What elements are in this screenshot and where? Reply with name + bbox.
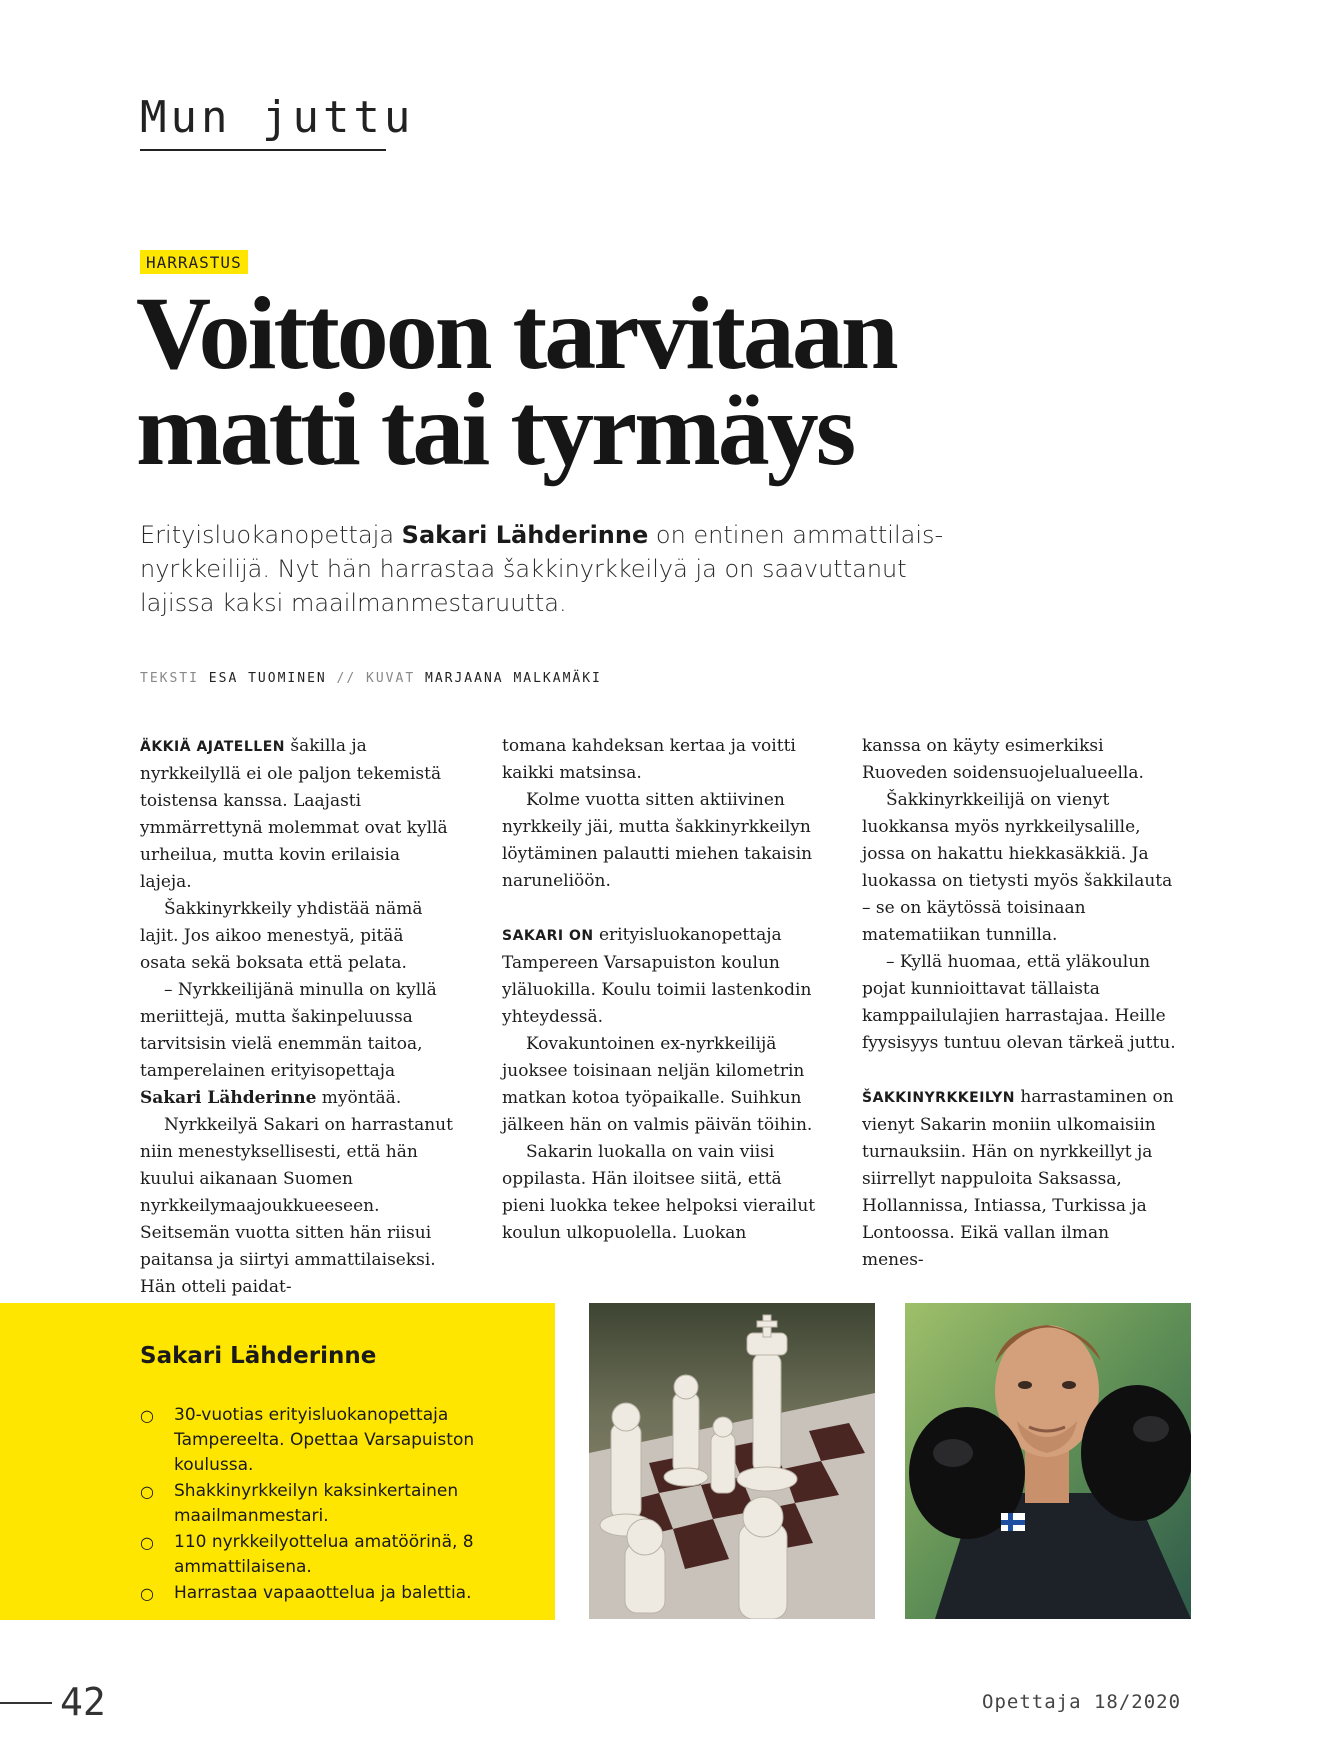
boxer-photo — [905, 1303, 1191, 1619]
paragraph: Kolme vuotta sitten aktiivinen nyrkkeily jäi, mutta šakkinyrkkeilyn löytäminen palautti miehen takaisin naruneliöön. — [502, 790, 813, 891]
paragraph-text: – Nyrkkeilijänä minulla on kyllä meriittejä, mutta šakinpeluussa tarvitsisin vielä enemmän taitoa, tamperelainen erityisopettaja — [140, 980, 437, 1081]
paragraph — [140, 733, 454, 896]
credit-photo-label: KUVAT — [366, 671, 416, 686]
paragraph: Nyrkkeilyä Sakari on harrastanut niin menestyksellisesti, että hän kuului aikanaan Suomen nyrkkeilymaajoukkueeseen. Seitsemän vuotta sitten hän riisui paitansa ja siirtyi ammattilaiseksi. Hän otteli paidat- — [140, 1115, 453, 1297]
headline-line-1: Voittoon tarvitaan — [136, 276, 896, 391]
paragraph-text: harrastaminen on vienyt Sakarin moniin ulkomaisiin turnauksiin. Hän on nyrkkeillyt ja siirrellyt nappuloita Saksassa, Hollannissa, Intiassa, Turkissa ja Lontoossa. Eikä vallan ilman menes- — [862, 1087, 1174, 1270]
boxer-image — [905, 1303, 1191, 1619]
fact-list — [140, 1403, 530, 1607]
chess-photo — [589, 1303, 875, 1619]
bullet-icon: ○ — [140, 1584, 154, 1603]
lead-in: ŠAKKINYRKKEILYN — [862, 1090, 1016, 1106]
lead-text-end: on entinen ammattilais-nyrkkeilijä. Nyt hän harrastaa šakkinyrkkeilyä ja on saavuttanut lajissa kaksi maailmanmestaruutta. — [140, 521, 944, 617]
lead-in: ÄKKIÄ AJATELLEN — [140, 739, 285, 755]
fact-text: 110 nyrkkeilyottelua amatöörinä, 8 ammattilaisena. — [174, 1532, 474, 1577]
lead-in: SAKARI ON — [502, 928, 594, 944]
headline-line-2: matti tai tyrmäys — [136, 372, 854, 487]
bullet-icon: ○ — [140, 1482, 154, 1501]
credit-photographer: MARJAANA MALKAMÄKI — [425, 671, 602, 686]
section-label: Mun juttu — [140, 92, 415, 143]
paragraph: Šakkinyrkkeilijä on vienyt luokkansa myös nyrkkeilysalille, jossa on hakattu hiekkasäkkiä. Ja luokassa on tietysti myös šakkilauta – se on käytössä toisinaan matematiikan tunnilla. — [862, 790, 1173, 945]
paragraph: Kovakuntoinen ex-nyrkkeilijä juoksee toisinaan neljän kilometrin matkan kotoa työpaikalle. Suihkun jälkeen hän on valmis päivän töihin. — [502, 1034, 813, 1135]
lead-text-start: Erityisluokanopettaja — [140, 521, 402, 549]
person-name: Sakari Lähderinne — [140, 1088, 317, 1108]
lead-paragraph — [140, 518, 970, 620]
category-tag: HARRASTUS — [140, 250, 248, 274]
credit-separator: // — [336, 671, 357, 686]
bullet-icon: ○ — [140, 1406, 154, 1425]
paragraph: kanssa on käyty esimerkiksi Ruoveden soidensuojelualueella. — [862, 736, 1144, 783]
fact-item — [140, 1479, 530, 1529]
folio-rule — [0, 1702, 52, 1704]
body-column-2 — [502, 733, 816, 1247]
paragraph: – Kyllä huomaa, että yläkoulun pojat kunnioittavat tällaista kamppailulajien harrastajaa. Heille fyysisyys tuntuu olevan tärkeä juttu. — [862, 952, 1176, 1053]
lead-person-name: Sakari Lähderinne — [401, 521, 649, 549]
paragraph — [140, 977, 454, 1112]
paragraph-text: myöntää. — [316, 1088, 402, 1108]
paragraph — [502, 922, 816, 1031]
paragraph: Šakkinyrkkeily yhdistää nämä lajit. Jos aikoo menestyä, pitää osata sekä boksata että pelata. — [140, 899, 423, 973]
chess-pieces-image — [589, 1303, 875, 1619]
credit-writer: ESA TUOMINEN — [208, 671, 327, 686]
magazine-issue: Opettaja 18/2020 — [982, 1691, 1182, 1713]
paragraph-text: erityisluokanopettaja Tampereen Varsapuiston koulun yläluokilla. Koulu toimii lastenkodin yhteydessä. — [502, 925, 812, 1027]
paragraph: tomana kahdeksan kertaa ja voitti kaikki matsinsa. — [502, 736, 796, 783]
fact-text: Shakkinyrkkeilyn kaksinkertainen maailmanmestari. — [174, 1481, 459, 1526]
fact-item — [140, 1403, 530, 1478]
fact-text: Harrastaa vapaaottelua ja balettia. — [174, 1583, 472, 1603]
byline — [140, 671, 602, 686]
bullet-icon: ○ — [140, 1533, 154, 1552]
body-column-3 — [862, 733, 1176, 1274]
paragraph: Sakarin luokalla on vain viisi oppilasta. Hän iloitsee siitä, että pieni luokka tekee helpoksi vierailut koulun ulkopuolella. Luokan — [502, 1142, 816, 1243]
body-column-1 — [140, 733, 454, 1301]
section-underline — [140, 149, 386, 151]
fact-box — [0, 1303, 555, 1620]
page-number: 42 — [60, 1680, 106, 1724]
fact-item — [140, 1530, 530, 1580]
credit-text-label: TEKSTI — [140, 671, 199, 686]
fact-item — [140, 1581, 530, 1606]
paragraph-text: šakilla ja nyrkkeilyllä ei ole paljon tekemistä toistensa kanssa. Laajasti ymmärrettynä molemmat ovat kyllä urheilua, mutta kovin erilaisia lajeja. — [140, 736, 448, 892]
headline — [136, 276, 1136, 487]
fact-text: 30-vuotias erityisluokanopettaja Tampereelta. Opettaa Varsapuiston koulussa. — [174, 1405, 475, 1475]
fact-box-title: Sakari Lähderinne — [140, 1343, 377, 1369]
paragraph — [862, 1084, 1176, 1274]
